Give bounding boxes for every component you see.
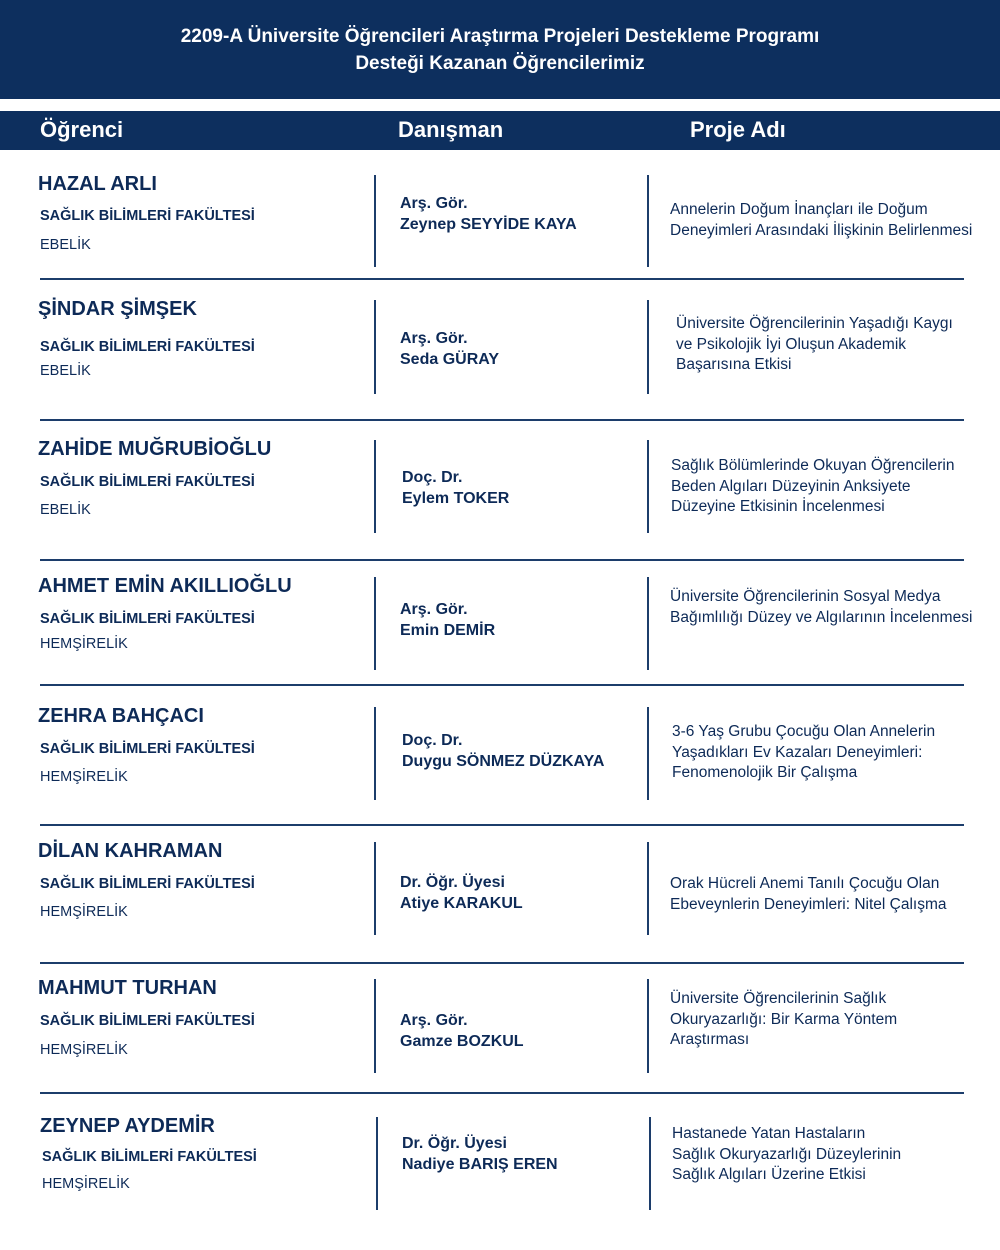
column-divider <box>649 1117 651 1210</box>
student-faculty: SAĞLIK BİLİMLERİ FAKÜLTESİ <box>40 1013 255 1029</box>
column-divider <box>647 300 649 394</box>
advisor-name: Seda GÜRAY <box>400 351 499 368</box>
project-title <box>670 200 972 241</box>
column-divider <box>376 1117 378 1210</box>
column-divider <box>374 300 376 394</box>
advisor-title: Arş. Gör. <box>400 601 468 618</box>
column-header-advisor: Danışman <box>398 117 504 142</box>
student-faculty: SAĞLIK BİLİMLERİ FAKÜLTESİ <box>40 876 255 892</box>
advisor-block <box>400 599 495 641</box>
student-name: DİLAN KAHRAMAN <box>38 840 223 862</box>
row-separator <box>40 962 964 964</box>
column-divider <box>374 842 376 935</box>
advisor-title: Arş. Gör. <box>400 1012 468 1029</box>
project-title-line: Deneyimleri Arasındaki İlişkinin Belirlenmesi <box>670 221 973 239</box>
column-divider <box>374 440 376 533</box>
project-title-line: Annelerin Doğum İnançları ile Doğum <box>670 201 928 218</box>
student-department: EBELİK <box>40 237 91 253</box>
advisor-name: Zeynep SEYYİDE KAYA <box>400 216 577 233</box>
project-title-line: Başarısına Etkisi <box>676 356 792 373</box>
student-name: ZEYNEP AYDEMİR <box>40 1115 215 1137</box>
column-header-student: Öğrenci <box>40 117 124 142</box>
advisor-block <box>402 467 509 509</box>
column-divider <box>374 577 376 670</box>
project-title <box>670 587 972 628</box>
column-divider <box>647 440 649 533</box>
column-divider <box>647 577 649 670</box>
advisor-name: Gamze BOZKUL <box>400 1033 524 1050</box>
project-title-line: ve Psikolojik İyi Oluşun Akademik <box>676 335 907 353</box>
project-title-line: Orak Hücreli Anemi Tanılı Çocuğu Olan <box>670 875 940 892</box>
project-title-line: Sağlık Algıları Üzerine Etkisi <box>672 1166 866 1183</box>
advisor-block <box>402 730 604 772</box>
page-title-line-2: Desteği Kazanan Öğrencilerimiz <box>355 52 645 74</box>
advisor-block <box>400 328 499 370</box>
student-department: HEMŞİRELİK <box>40 636 128 652</box>
column-divider <box>647 707 649 800</box>
project-title-line: Üniversite Öğrencilerinin Sosyal Medya <box>670 588 941 605</box>
student-faculty: SAĞLIK BİLİMLERİ FAKÜLTESİ <box>40 474 255 490</box>
row-separator <box>40 1092 964 1094</box>
advisor-block <box>400 193 577 235</box>
column-header-project: Proje Adı <box>690 117 786 142</box>
project-title-line: Yaşadıkları Ev Kazaları Deneyimleri: <box>672 743 923 761</box>
advisor-title: Dr. Öğr. Üyesi <box>400 874 505 891</box>
advisor-title: Arş. Gör. <box>400 330 468 347</box>
student-department: HEMŞİRELİK <box>40 1042 128 1058</box>
advisor-name: Nadiye BARIŞ EREN <box>402 1156 558 1173</box>
column-header-bar <box>0 111 1000 150</box>
row-separator <box>40 419 964 421</box>
project-title <box>672 722 935 784</box>
advisor-name: Eylem TOKER <box>402 490 510 507</box>
student-faculty: SAĞLIK BİLİMLERİ FAKÜLTESİ <box>40 741 255 757</box>
project-title <box>671 456 954 518</box>
project-title-line: 3-6 Yaş Grubu Çocuğu Olan Annelerin <box>672 723 936 740</box>
advisor-name: Duygu SÖNMEZ DÜZKAYA <box>402 753 605 770</box>
student-department: EBELİK <box>40 363 91 379</box>
advisor-title: Arş. Gör. <box>400 195 468 212</box>
student-department: EBELİK <box>40 502 91 518</box>
project-title <box>670 989 897 1051</box>
project-title-line: Düzeyine Etkisinin İncelenmesi <box>671 498 885 515</box>
student-faculty: SAĞLIK BİLİMLERİ FAKÜLTESİ <box>40 611 255 627</box>
project-title-line: Beden Algıları Düzeyinin Anksiyete <box>671 477 911 495</box>
student-department: HEMŞİRELİK <box>40 904 128 920</box>
advisor-title: Dr. Öğr. Üyesi <box>402 1135 507 1152</box>
advisor-block <box>400 1010 524 1052</box>
student-name: ZAHİDE MUĞRUBİOĞLU <box>38 438 272 460</box>
student-name: ZEHRA BAHÇACI <box>38 705 204 727</box>
advisor-block <box>400 872 523 914</box>
project-title-line: Üniversite Öğrencilerinin Sağlık <box>670 990 887 1007</box>
student-name: HAZAL ARLI <box>38 173 157 195</box>
page-title-line-1: 2209-A Üniversite Öğrencileri Araştırma Projeleri Destekleme Programı <box>180 25 820 47</box>
project-title-line: Fenomenolojik Bir Çalışma <box>672 764 858 781</box>
student-name: MAHMUT TURHAN <box>38 977 217 999</box>
student-department: HEMŞİRELİK <box>42 1176 130 1192</box>
column-divider <box>374 979 376 1073</box>
project-title-line: Hastanede Yatan Hastaların <box>672 1125 866 1142</box>
column-divider <box>647 175 649 267</box>
advisor-name: Atiye KARAKUL <box>400 895 523 912</box>
column-divider <box>374 175 376 267</box>
project-title <box>672 1124 901 1186</box>
advisor-title: Doç. Dr. <box>402 469 463 486</box>
project-title-line: Okuryazarlığı: Bir Karma Yöntem <box>670 1010 898 1028</box>
project-title-line: Sağlık Bölümlerinde Okuyan Öğrencilerin <box>671 457 955 474</box>
project-title-line: Üniversite Öğrencilerinin Yaşadığı Kaygı <box>676 315 953 332</box>
student-faculty: SAĞLIK BİLİMLERİ FAKÜLTESİ <box>40 339 255 355</box>
student-faculty: SAĞLIK BİLİMLERİ FAKÜLTESİ <box>42 1149 257 1165</box>
project-title-line: Bağımlılığı Düzey ve Algılarının İncelenmesi <box>670 608 973 626</box>
project-title-line: Ebeveynlerin Deneyimleri: Nitel Çalışma <box>670 895 947 913</box>
student-department: HEMŞİRELİK <box>40 769 128 785</box>
student-name: AHMET EMİN AKILLIOĞLU <box>38 575 292 597</box>
column-divider <box>374 707 376 800</box>
page-title-banner <box>0 0 1000 99</box>
project-title <box>676 314 953 376</box>
advisor-name: Emin DEMİR <box>400 622 496 639</box>
project-title-line: Sağlık Okuryazarlığı Düzeylerinin <box>672 1145 902 1163</box>
advisor-block <box>402 1133 558 1175</box>
row-separator <box>40 684 964 686</box>
advisor-title: Doç. Dr. <box>402 732 463 749</box>
project-title-line: Araştırması <box>670 1031 750 1048</box>
column-divider <box>647 842 649 935</box>
student-name: ŞİNDAR ŞİMŞEK <box>38 298 197 320</box>
column-divider <box>647 979 649 1073</box>
row-separator <box>40 824 964 826</box>
row-separator <box>40 278 964 280</box>
student-faculty: SAĞLIK BİLİMLERİ FAKÜLTESİ <box>40 208 255 224</box>
project-title <box>670 874 947 915</box>
row-separator <box>40 559 964 561</box>
